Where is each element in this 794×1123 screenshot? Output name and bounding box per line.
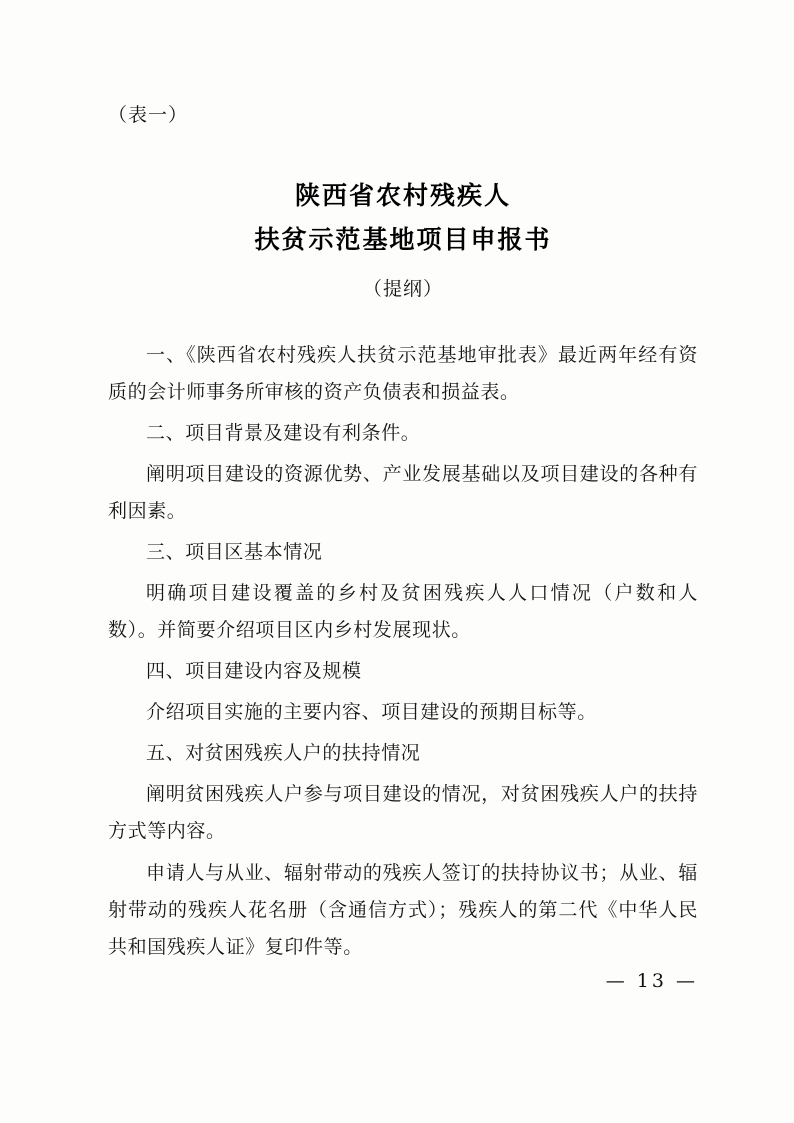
paragraph-3: 阐明项目建设的资源优势、产业发展基础以及项目建设的各种有利因素。	[108, 463, 698, 523]
paragraph-6: 四、项目建设内容及规模	[146, 660, 362, 683]
paragraph-9: 阐明贫困残疾人户参与项目建设的情况，对贫困残疾人户的扶持方式等内容。	[108, 783, 698, 843]
document-title	[108, 174, 698, 262]
page-number: — 13 —	[605, 970, 698, 992]
paragraph-1: 一、《陕西省农村残疾人扶贫示范基地审批表》最近两年经有资质的会计师事务所审核的资产负债表和损益表。	[108, 343, 698, 403]
title-line-2: 扶贫示范基地项目申报书	[254, 225, 552, 255]
paragraph-10: 申请人与从业、辐射带动的残疾人签订的扶持协议书；从业、辐射带动的残疾人花名册（含通信方式）；残疾人的第二代《中华人民共和国残疾人证》复印件等。	[108, 861, 698, 958]
paragraph-8: 五、对贫困残疾人户的扶持情况	[146, 742, 421, 765]
form-tag: （表一）	[108, 104, 189, 126]
paragraph-2: 二、项目背景及建设有利条件。	[146, 421, 421, 444]
document-subtitle: （提纲）	[362, 277, 443, 300]
paragraph-7: 介绍项目实施的主要内容、项目建设的预期目标等。	[146, 701, 597, 724]
document-content	[108, 100, 698, 970]
paragraph-5: 明确项目建设覆盖的乡村及贫困残疾人人口情况（户数和人数）。并简要介绍项目区内乡村发展现状。	[108, 582, 698, 642]
title-line-1: 陕西省农村残疾人	[294, 181, 511, 211]
paragraph-4: 三、项目区基本情况	[146, 541, 323, 564]
